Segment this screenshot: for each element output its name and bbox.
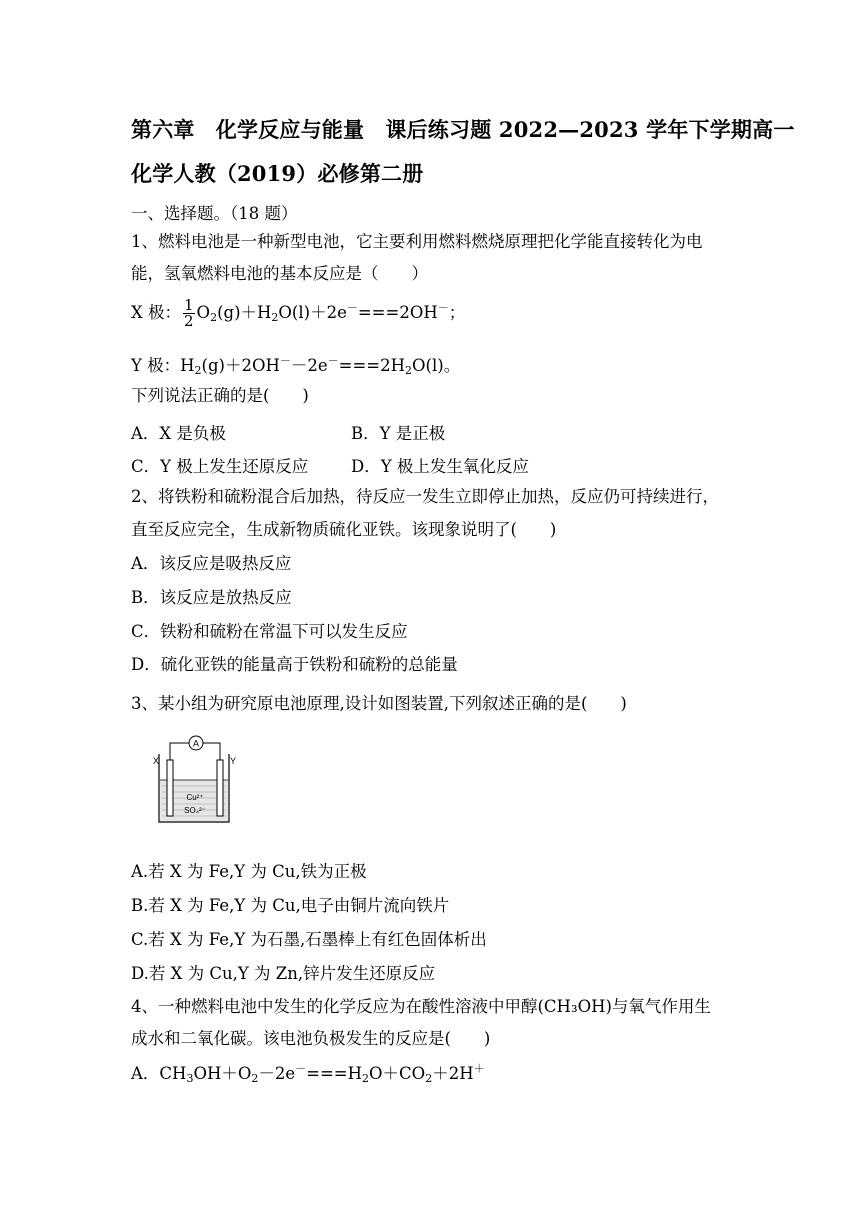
q3-option-a: A.若 X 为 Fe,Y 为 Cu,铁为正极 bbox=[131, 862, 367, 881]
galvanic-cell-figure bbox=[150, 730, 242, 826]
section-heading: 一、选择题。（18 题） bbox=[131, 204, 298, 223]
q1-y-prefix: Y 极： bbox=[131, 356, 181, 375]
q1-stem-line1: 1、燃料电池是一种新型电池，它主要利用燃料燃烧原理把化学能直接转化为电 bbox=[131, 232, 703, 251]
q1-equation-y: Y 极：$H_2(g)+2OH^--2e^-===2H_2O(l)$。 bbox=[131, 354, 461, 377]
q1-option-b: B．Y 是正极 bbox=[351, 424, 446, 443]
q1-x-prefix: X 极： bbox=[131, 303, 181, 322]
q1-fraction: $\frac{1}{2}$ bbox=[184, 296, 194, 330]
q1-option-d: D．Y 极上发生氧化反应 bbox=[351, 457, 529, 476]
svg-text:Y: Y bbox=[229, 756, 237, 766]
q3-option-c: C.若 X 为 Fe,Y 为石墨,石墨棒上有红色固体析出 bbox=[131, 930, 487, 949]
svg-text:X: X bbox=[152, 756, 160, 766]
q1-option-a: A．X 是负极 bbox=[131, 424, 226, 443]
q4-stem-line2: 成水和二氧化碳。该电池负极发生的反应是( ) bbox=[131, 1029, 491, 1048]
q3-stem: 3、某小组为研究原电池原理,设计如图装置,下列叙述正确的是( ) bbox=[131, 694, 627, 713]
q2-option-d: D．硫化亚铁的能量高于铁粉和硫粉的总能量 bbox=[131, 655, 458, 674]
q1-ask: 下列说法正确的是( ) bbox=[131, 386, 309, 405]
q4-option-a: A．$CH_3OH+O_2-2e^-===H_2O+CO_2+2H^+$ bbox=[131, 1062, 485, 1085]
svg-text:Cu²⁺: Cu²⁺ bbox=[186, 793, 204, 802]
q2-stem-line2: 直至反应完全，生成新物质硫化亚铁。该现象说明了( ) bbox=[131, 520, 557, 539]
q1-equation-x: X 极： $\frac{1}{2}$ $O_2(g)+H_2O(l)+2e^-===2OH^-$； bbox=[131, 296, 466, 330]
q2-stem-line1: 2、将铁粉和硫粉混合后加热，待反应一发生立即停止加热，反应仍可持续进行， bbox=[131, 487, 719, 506]
q1-option-c: C．Y 极上发生还原反应 bbox=[131, 457, 309, 476]
q2-option-b: B．该反应是放热反应 bbox=[131, 588, 292, 607]
svg-text:SO₄²⁻: SO₄²⁻ bbox=[184, 806, 206, 815]
doc-title-line1: 第六章 化学反应与能量 课后练习题 2022—2023 学年下学期高一 bbox=[131, 117, 795, 142]
q2-option-c: C．铁粉和硫粉在常温下可以发生反应 bbox=[131, 622, 408, 641]
q1-stem-line2: 能，氢氧燃料电池的基本反应是（ ） bbox=[131, 264, 428, 283]
q2-option-a: A．该反应是吸热反应 bbox=[131, 554, 292, 573]
doc-title-line2: 化学人教（2019）必修第二册 bbox=[131, 161, 424, 186]
q3-option-b: B.若 X 为 Fe,Y 为 Cu,电子由铜片流向铁片 bbox=[131, 896, 450, 915]
electrode-y bbox=[217, 760, 223, 816]
q4-stem-line1: 4、一种燃料电池中发生的化学反应为在酸性溶液中甲醇(CH₃OH)与氧气作用生 bbox=[131, 997, 711, 1016]
svg-text:A: A bbox=[192, 738, 200, 749]
q3-option-d: D.若 X 为 Cu,Y 为 Zn,锌片发生还原反应 bbox=[131, 964, 436, 983]
electrode-x bbox=[167, 760, 173, 816]
